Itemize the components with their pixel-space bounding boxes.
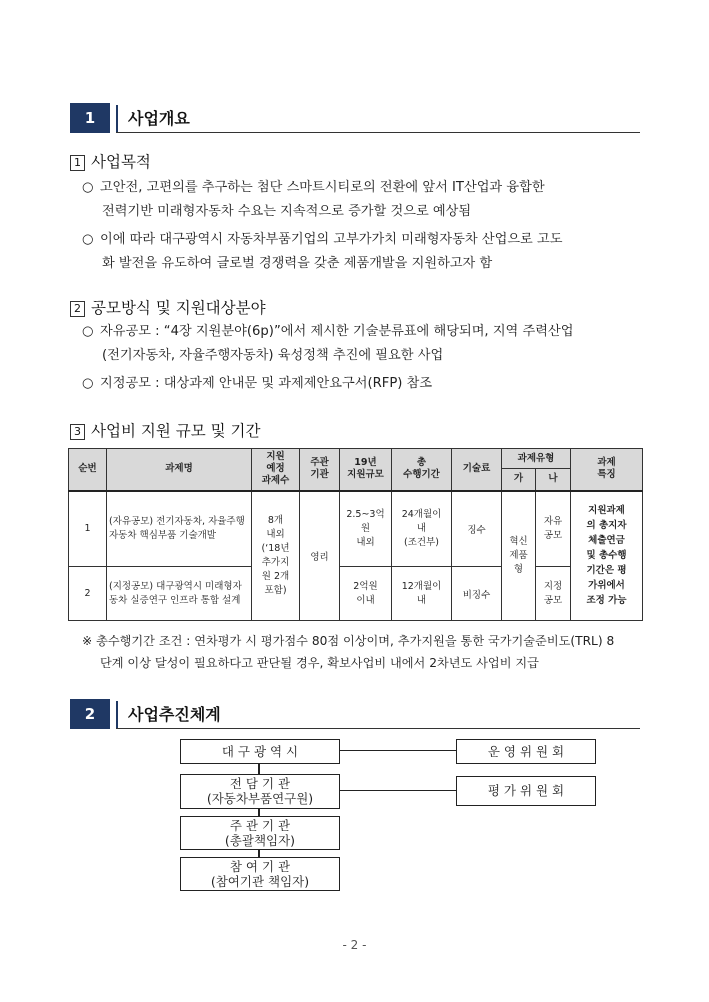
section-number: 2 [70, 699, 110, 729]
purpose-item-2 [82, 228, 642, 276]
subsection-title: 사업비 지원 규모 및 기간 [91, 422, 261, 440]
org-committee-eval-box [456, 776, 596, 806]
circle-bullet-icon: ○ [82, 324, 94, 339]
org-lead-box [180, 816, 340, 850]
org-city-label: 대 구 광 역 시 [221, 744, 299, 759]
header-seq: 순번 [69, 449, 107, 491]
bullet-text: 지정공모 : 대상과제 안내문 및 과제제안요구서(RFP) 참조 [100, 376, 433, 391]
bullet-text: 고안전, 고편의를 추구하는 첨단 스마트시티로의 전환에 앞서 IT산업과 융합한 [100, 180, 545, 195]
header-type-a: 가 [502, 469, 536, 491]
header-budget: 19년 지원규모 [340, 449, 392, 491]
cell-period: 12개월이 내 [392, 567, 452, 621]
org-lead-sub: (총괄책임자) [224, 833, 296, 848]
table-row [69, 567, 643, 621]
note-text: 총수행기간 조건 : 연차평가 시 평가점수 80점 이상이며, 추가지원을 통한 국가기술준비도(TRL) 8 [96, 634, 615, 648]
org-participant-label: 참 여 기 관 [229, 859, 291, 874]
header-lead: 주관 기관 [300, 449, 340, 491]
note [82, 630, 642, 674]
header-type: 과제유형 [502, 449, 571, 469]
section-divider [116, 701, 118, 729]
header-count: 지원 예정 과제수 [252, 449, 300, 491]
org-committee-run-label: 운 영 위 원 회 [487, 744, 565, 759]
bullet-text-cont: 전력기반 미래형자동차 수요는 지속적으로 증가할 것으로 예상됨 [102, 204, 472, 219]
section-title: 사업추진체계 [128, 705, 221, 724]
subsection-1-heading [70, 150, 151, 172]
bullet-text-cont: 화 발전을 유도하여 글로벌 경쟁력을 갖춘 제품개발을 지원하고자 함 [102, 256, 493, 271]
subsection-number-box: 3 [70, 424, 85, 440]
cell-type-b: 지정 공모 [536, 567, 571, 621]
table-row [69, 491, 643, 567]
subsection-number-box: 1 [70, 155, 85, 171]
cell-feature: 지원과제 의 총지자 체출연금 및 총수행 기간은 평 가위에서 조정 가능 [571, 491, 643, 621]
bullet-text-cont: (전기자동차, 자율주행자동차) 육성정책 추진에 필요한 사업 [102, 348, 444, 363]
org-connector-eval [338, 790, 456, 791]
header-fee: 기술료 [452, 449, 502, 491]
header-period: 총 수행기간 [392, 449, 452, 491]
cell-type-b: 자유 공모 [536, 491, 571, 567]
section-divider [116, 105, 118, 133]
page-number: - 2 - [342, 938, 367, 952]
purpose-item-1 [82, 176, 642, 224]
bullet-text: 자유공모 : “4장 지원분야(6p)”에서 제시한 기술분류표에 해당되며, 지역 주력산업 [100, 324, 574, 339]
org-committee-run-box [456, 739, 596, 764]
org-committee-eval-label: 평 가 위 원 회 [487, 783, 565, 798]
circle-bullet-icon: ○ [82, 232, 94, 247]
section-1-header [70, 103, 640, 133]
cell-budget: 2.5~3억 원 내외 [340, 491, 392, 567]
cell-period: 24개월이 내 (조건부) [392, 491, 452, 567]
org-agency-label: 전 담 기 관 [229, 776, 291, 791]
section-title: 사업개요 [128, 109, 190, 128]
org-lead-label: 주 관 기 관 [229, 818, 291, 833]
org-participant-box [180, 857, 340, 891]
subsection-2-heading [70, 296, 266, 318]
method-item-2 [82, 372, 642, 396]
section-number: 1 [70, 103, 110, 133]
header-name: 과제명 [107, 449, 252, 491]
cell-type-a: 혁신 제품 형 [502, 491, 536, 621]
section-underline [116, 728, 640, 729]
section-2-header [70, 699, 640, 729]
org-participant-sub: (참여기관 책임자) [210, 874, 310, 889]
support-table [68, 448, 643, 621]
subsection-3-heading [70, 419, 260, 441]
cell-name: (자유공모) 전기자동차, 자율주행자동차 핵심부품 기술개발 [107, 491, 252, 567]
cell-seq: 2 [69, 567, 107, 621]
cell-count: 8개 내외 (‘18년 추가지 원 2개 포함) [252, 491, 300, 621]
org-city-box [180, 739, 340, 764]
cell-fee: 징수 [452, 491, 502, 567]
circle-bullet-icon: ○ [82, 376, 94, 391]
header-feature: 과제 특징 [571, 449, 643, 491]
subsection-title: 사업목적 [91, 153, 151, 171]
org-agency-sub: (자동차부품연구원) [206, 791, 314, 806]
section-underline [116, 132, 640, 133]
note-mark: ※ [82, 634, 93, 648]
subsection-title: 공모방식 및 지원대상분야 [91, 299, 266, 317]
cell-fee: 비징수 [452, 567, 502, 621]
subsection-number-box: 2 [70, 301, 85, 317]
cell-seq: 1 [69, 491, 107, 567]
cell-name: (지정공모) 대구광역시 미래형자동차 실증연구 인프라 통합 설계 [107, 567, 252, 621]
circle-bullet-icon: ○ [82, 180, 94, 195]
cell-lead: 영리 [300, 491, 340, 621]
note-text-cont: 단계 이상 달성이 필요하다고 판단될 경우, 확보사업비 내에서 2차년도 사업비 지급 [100, 656, 539, 670]
bullet-text: 이에 따라 대구광역시 자동차부품기업의 고부가가치 미래형자동차 산업으로 고도 [100, 232, 563, 247]
org-connector-run [338, 750, 456, 751]
cell-budget: 2억원 이내 [340, 567, 392, 621]
header-type-b: 나 [536, 469, 571, 491]
method-item-1 [82, 320, 642, 368]
org-agency-box [180, 774, 340, 809]
